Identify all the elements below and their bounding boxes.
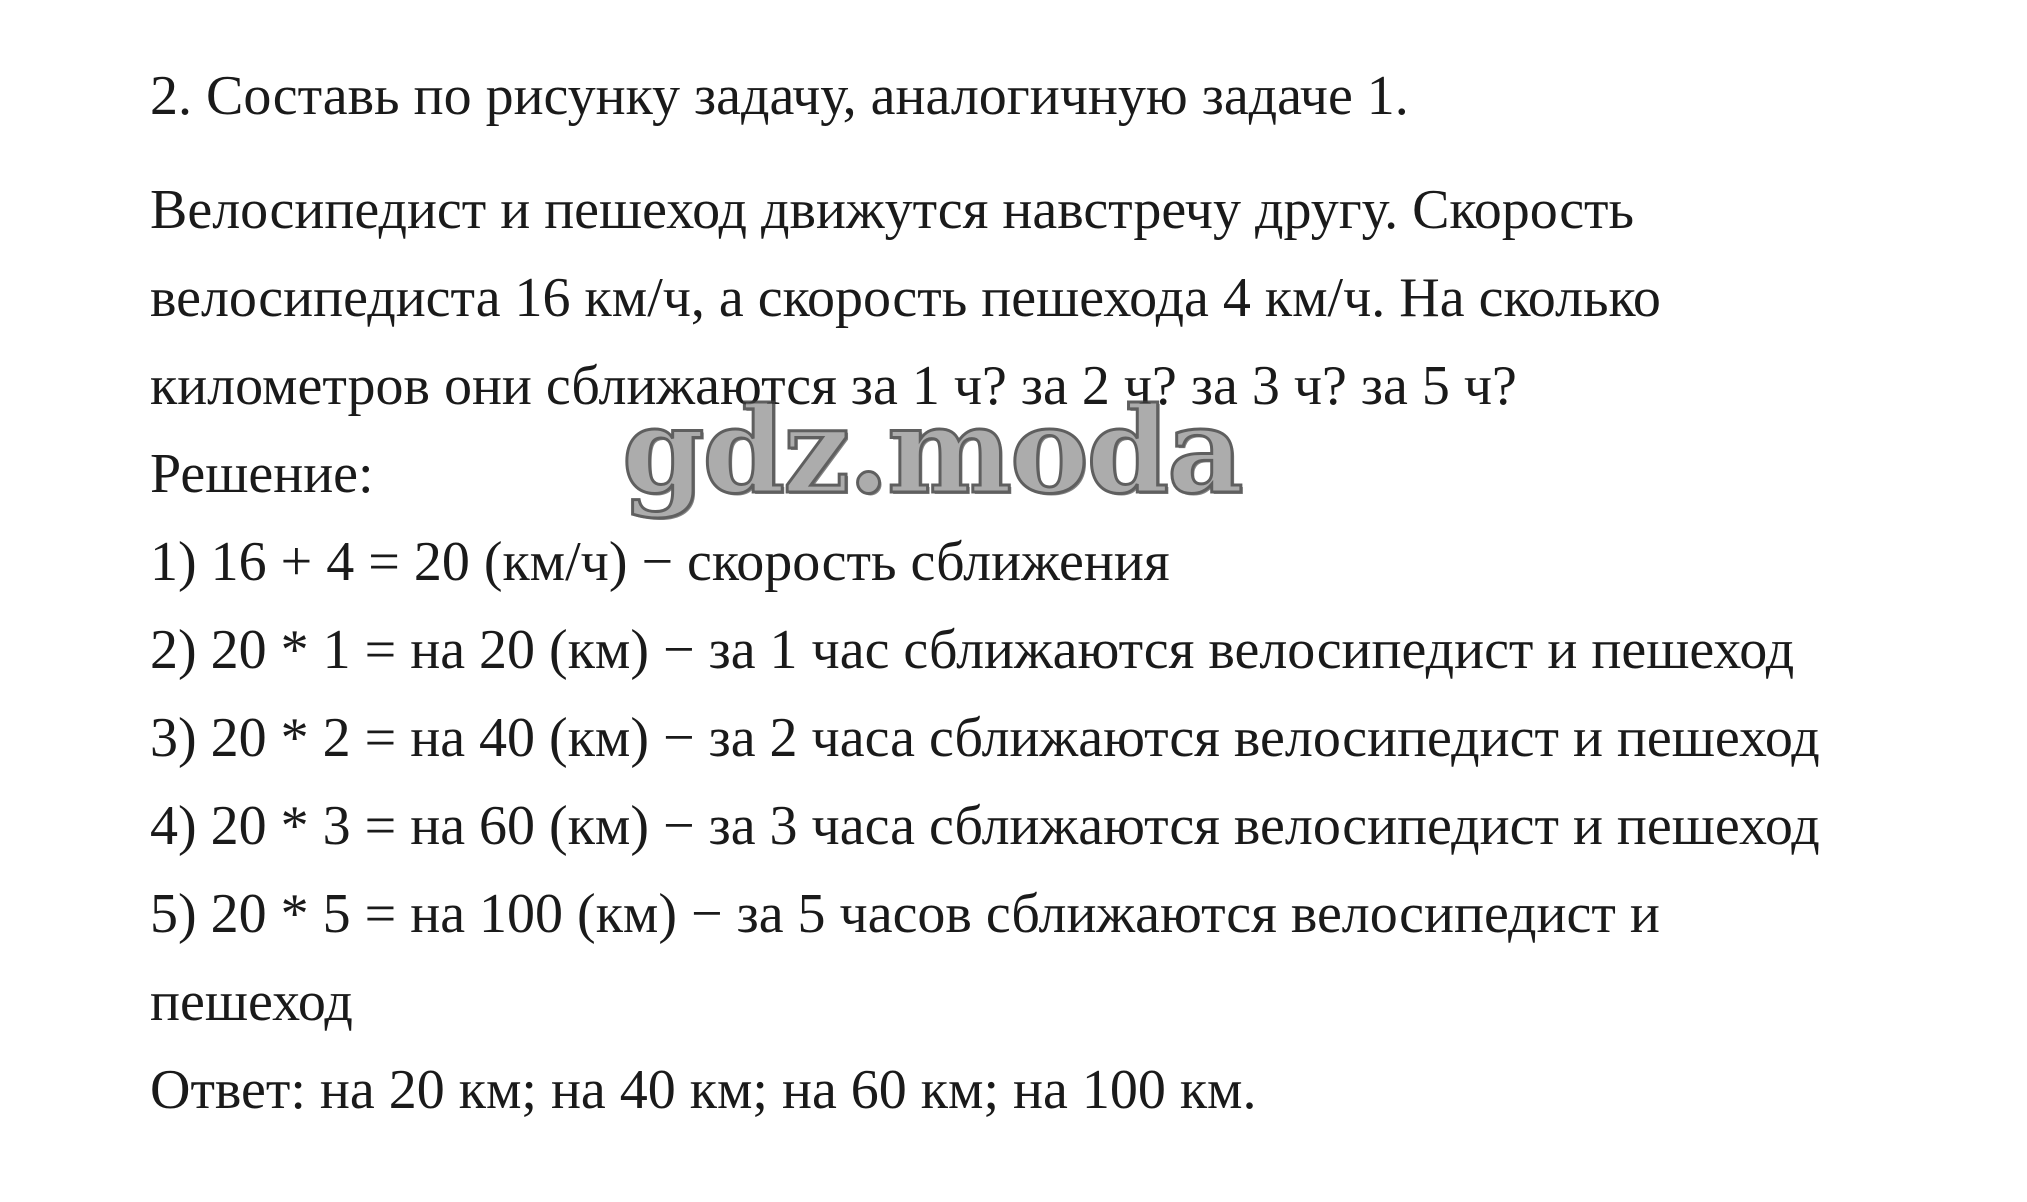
answer: Ответ: на 20 км; на 40 км; на 60 км; на 100 км. — [150, 1059, 1257, 1121]
task-title: 2. Составь по рисунку задачу, аналогичную задаче 1. — [150, 65, 1409, 127]
problem-line-2: велосипедиста 16 км/ч, а скорость пешехода 4 км/ч. На сколько — [150, 267, 1661, 329]
problem-line-3: километров они сближаются за 1 ч? за 2 ч? за 3 ч? за 5 ч? — [150, 355, 1517, 417]
solution-step-3: 3) 20 * 2 = на 40 (км) − за 2 часа сближаются велосипедист и пешеход — [150, 707, 1820, 769]
solution-step-1: 1) 16 + 4 = 20 (км/ч) − скорость сближения — [150, 531, 1170, 593]
solution-step-2: 2) 20 * 1 = на 20 (км) − за 1 час сближаются велосипедист и пешеход — [150, 619, 1795, 681]
problem-line-1: Велосипедист и пешеход движутся навстречу другу. Скорость — [150, 179, 1635, 241]
solution-step-4: 4) 20 * 3 = на 60 (км) − за 3 часа сближаются велосипедист и пешеход — [150, 795, 1820, 857]
watermark-logo: gdz.moda — [622, 381, 1242, 520]
solution-step-5: 5) 20 * 5 = на 100 (км) − за 5 часов сближаются велосипедист и — [150, 883, 1660, 945]
solution-label: Решение: — [150, 443, 374, 505]
solution-step-5-continuation: пешеход — [150, 971, 353, 1033]
